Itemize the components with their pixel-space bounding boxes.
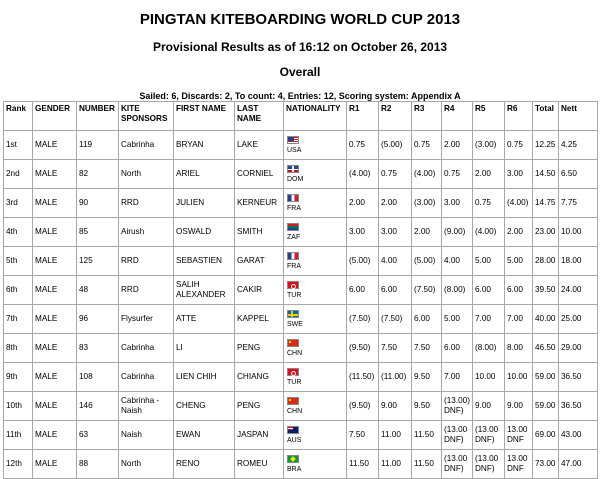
total-cell: 14.50: [533, 160, 559, 189]
swe-flag-icon: [287, 310, 299, 318]
number-cell: 90: [77, 189, 119, 218]
fra-flag-icon: [287, 194, 299, 202]
rank-cell: 6th: [4, 276, 33, 305]
sponsor-cell: [119, 392, 174, 421]
sponsor-text: RRD: [121, 198, 139, 207]
gender-cell: MALE: [33, 450, 77, 479]
r5-text: (13.00 DNF): [475, 425, 499, 444]
col-gender: GENDER: [33, 102, 77, 131]
first-name-text: ATTE: [176, 314, 197, 323]
first-name-text: SALIH ALEXANDER: [176, 280, 226, 299]
first-name-text: CHENG: [176, 401, 206, 410]
nationality-cell: [284, 334, 347, 363]
table-row: [4, 392, 598, 421]
sponsor-text: North: [121, 169, 142, 178]
number-cell: 96: [77, 305, 119, 334]
col-first-name: FIRST NAME: [174, 102, 235, 131]
results-table: [3, 101, 598, 479]
r5-text: 6.00: [475, 285, 491, 294]
total-cell: 73.00: [533, 450, 559, 479]
nett-cell: 10.00: [559, 218, 598, 247]
r4-cell: [442, 392, 473, 421]
r2-cell: 6.00: [379, 276, 412, 305]
r6-text: 13.00 DNF: [507, 454, 528, 473]
number-cell: 146: [77, 392, 119, 421]
r4-cell: [442, 276, 473, 305]
r5-text: (8.00): [475, 343, 497, 352]
first-name-text: LI: [176, 343, 183, 352]
r4-text: 0.75: [444, 169, 460, 178]
sponsor-text: RRD: [121, 285, 139, 294]
last-name-cell: ROMEU: [235, 450, 284, 479]
r6-cell: [505, 421, 533, 450]
nett-cell: 18.00: [559, 247, 598, 276]
total-cell: 14.75: [533, 189, 559, 218]
gender-cell: MALE: [33, 189, 77, 218]
r4-cell: [442, 305, 473, 334]
fra-flag-icon: [287, 252, 299, 260]
bra-flag-icon: [287, 455, 299, 463]
sponsor-cell: [119, 334, 174, 363]
r5-cell: [473, 334, 505, 363]
table-row: [4, 450, 598, 479]
r6-text: 10.00: [507, 372, 528, 381]
sponsor-cell: [119, 421, 174, 450]
r3-cell: 11.50: [412, 421, 442, 450]
usa-flag-icon: [287, 136, 299, 144]
sponsor-cell: [119, 189, 174, 218]
r1-cell: (9.50): [347, 392, 379, 421]
nationality-cell: [284, 218, 347, 247]
nationality-cell: [284, 247, 347, 276]
number-cell: 48: [77, 276, 119, 305]
country-code: CHN: [287, 408, 303, 415]
nett-cell: 6.50: [559, 160, 598, 189]
col-r3: R3: [412, 102, 442, 131]
sponsor-text: Cabrinha - Naish: [121, 396, 160, 415]
last-name-cell: PENG: [235, 392, 284, 421]
r5-cell: [473, 160, 505, 189]
page-subtitle: Provisional Results as of 16:12 on October 26, 2013: [152, 40, 448, 54]
r6-text: 7.00: [507, 314, 523, 323]
table-row: [4, 189, 598, 218]
country-code: BRA: [287, 466, 302, 473]
r1-cell: (9.50): [347, 334, 379, 363]
r6-cell: [505, 189, 533, 218]
r5-text: 10.00: [475, 372, 496, 381]
results-body: [4, 131, 598, 479]
rank-cell: 8th: [4, 334, 33, 363]
last-name-cell: SMITH: [235, 218, 284, 247]
first-name-cell: [174, 189, 235, 218]
r5-text: 5.00: [475, 256, 491, 265]
total-cell: 69.00: [533, 421, 559, 450]
number-cell: 82: [77, 160, 119, 189]
nationality-cell: [284, 189, 347, 218]
r6-text: 2.00: [507, 227, 523, 236]
table-row: [4, 218, 598, 247]
first-name-text: SEBASTIEN: [176, 256, 222, 265]
table-row: [4, 276, 598, 305]
r4-text: 6.00: [444, 343, 460, 352]
r4-cell: [442, 131, 473, 160]
r2-cell: 2.00: [379, 189, 412, 218]
table-row: [4, 363, 598, 392]
r6-text: 6.00: [507, 285, 523, 294]
r6-cell: [505, 276, 533, 305]
r4-cell: [442, 189, 473, 218]
r6-text: 3.00: [507, 169, 523, 178]
first-name-cell: [174, 218, 235, 247]
r6-cell: [505, 363, 533, 392]
col-r1: R1: [347, 102, 379, 131]
r3-cell: (7.50): [412, 276, 442, 305]
first-name-cell: [174, 392, 235, 421]
r1-cell: 2.00: [347, 189, 379, 218]
r6-cell: [505, 247, 533, 276]
rank-cell: 1st: [4, 131, 33, 160]
r3-cell: (4.00): [412, 160, 442, 189]
r6-text: (4.00): [507, 198, 529, 207]
last-name-cell: GARAT: [235, 247, 284, 276]
sponsor-text: Cabrinha: [121, 343, 155, 352]
gender-cell: MALE: [33, 421, 77, 450]
r4-cell: [442, 334, 473, 363]
rank-cell: 7th: [4, 305, 33, 334]
col-number: NUMBER: [77, 102, 119, 131]
gender-cell: MALE: [33, 334, 77, 363]
r4-text: (13.00 DNF): [444, 425, 468, 444]
number-cell: 108: [77, 363, 119, 392]
r5-cell: [473, 189, 505, 218]
chn-flag-icon: [287, 397, 299, 405]
tur-flag-icon: [287, 368, 299, 376]
number-cell: 63: [77, 421, 119, 450]
r6-cell: [505, 450, 533, 479]
sponsor-text: RRD: [121, 256, 139, 265]
last-name-cell: LAKE: [235, 131, 284, 160]
r3-cell: 9.50: [412, 363, 442, 392]
first-name-text: RENO: [176, 459, 200, 468]
country-code: FRA: [287, 263, 301, 270]
nett-cell: 25.00: [559, 305, 598, 334]
r5-text: (4.00): [475, 227, 497, 236]
sponsor-cell: [119, 218, 174, 247]
r5-text: 2.00: [475, 169, 491, 178]
last-name-cell: CORNIEL: [235, 160, 284, 189]
last-name-cell: CAKIR: [235, 276, 284, 305]
page-title: PINGTAN KITEBOARDING WORLD CUP 2013: [139, 11, 461, 28]
r1-cell: 6.00: [347, 276, 379, 305]
sponsor-cell: [119, 247, 174, 276]
nett-cell: 47.00: [559, 450, 598, 479]
nationality-cell: [284, 421, 347, 450]
r4-cell: [442, 421, 473, 450]
r6-cell: [505, 392, 533, 421]
nationality-cell: [284, 392, 347, 421]
r2-cell: (5.00): [379, 131, 412, 160]
sponsor-cell: [119, 276, 174, 305]
nett-cell: 4.25: [559, 131, 598, 160]
r5-text: 9.00: [475, 401, 491, 410]
r2-cell: 9.00: [379, 392, 412, 421]
country-code: TUR: [287, 292, 302, 299]
r5-text: (13.00 DNF): [475, 454, 499, 473]
first-name-text: LIEN CHIH: [176, 372, 217, 381]
table-row: [4, 421, 598, 450]
table-row: [4, 247, 598, 276]
r5-cell: [473, 131, 505, 160]
nationality-cell: [284, 305, 347, 334]
first-name-cell: [174, 131, 235, 160]
r6-text: 8.00: [507, 343, 523, 352]
r2-cell: (7.50): [379, 305, 412, 334]
total-cell: 39.50: [533, 276, 559, 305]
col-r6: R6: [505, 102, 533, 131]
rank-cell: 5th: [4, 247, 33, 276]
col-sponsor: KITE SPONSORS: [119, 102, 174, 131]
sponsor-text: North: [121, 459, 142, 468]
first-name-cell: [174, 421, 235, 450]
r6-text: 5.00: [507, 256, 523, 265]
gender-cell: MALE: [33, 305, 77, 334]
nett-cell: 29.00: [559, 334, 598, 363]
nett-cell: 43.00: [559, 421, 598, 450]
r5-cell: [473, 305, 505, 334]
nationality-cell: [284, 363, 347, 392]
nett-cell: 36.50: [559, 363, 598, 392]
r4-text: (9.00): [444, 227, 466, 236]
col-rank: Rank: [4, 102, 33, 131]
col-nett: Nett: [559, 102, 598, 131]
last-name-cell: PENG: [235, 334, 284, 363]
aus-flag-icon: [287, 426, 299, 434]
first-name-cell: [174, 276, 235, 305]
nett-cell: 7.75: [559, 189, 598, 218]
r1-cell: 7.50: [347, 421, 379, 450]
r2-cell: 7.50: [379, 334, 412, 363]
rank-cell: 11th: [4, 421, 33, 450]
r1-cell: (7.50): [347, 305, 379, 334]
r6-cell: [505, 131, 533, 160]
gender-cell: MALE: [33, 247, 77, 276]
total-cell: 46.50: [533, 334, 559, 363]
first-name-text: BRYAN: [176, 140, 204, 149]
r1-cell: (5.00): [347, 247, 379, 276]
col-last-name: LAST NAME: [235, 102, 284, 131]
sponsor-cell: [119, 131, 174, 160]
last-name-cell: KAPPEL: [235, 305, 284, 334]
nett-cell: 36.50: [559, 392, 598, 421]
number-cell: 88: [77, 450, 119, 479]
col-total: Total: [533, 102, 559, 131]
r1-cell: 0.75: [347, 131, 379, 160]
r6-cell: [505, 218, 533, 247]
col-r2: R2: [379, 102, 412, 131]
number-cell: 85: [77, 218, 119, 247]
first-name-cell: [174, 247, 235, 276]
last-name-cell: CHIANG: [235, 363, 284, 392]
r2-cell: 11.00: [379, 421, 412, 450]
number-cell: 83: [77, 334, 119, 363]
r5-text: 7.00: [475, 314, 491, 323]
r1-cell: 11.50: [347, 450, 379, 479]
gender-cell: MALE: [33, 131, 77, 160]
nationality-cell: [284, 160, 347, 189]
r5-text: 0.75: [475, 198, 491, 207]
r3-cell: (5.00): [412, 247, 442, 276]
first-name-cell: [174, 305, 235, 334]
first-name-cell: [174, 334, 235, 363]
sponsor-cell: [119, 450, 174, 479]
rank-cell: 2nd: [4, 160, 33, 189]
total-cell: 28.00: [533, 247, 559, 276]
r4-text: (13.00) DNF): [444, 396, 470, 415]
country-code: AUS: [287, 437, 302, 444]
r3-cell: 11.50: [412, 450, 442, 479]
nationality-cell: [284, 450, 347, 479]
gender-cell: MALE: [33, 276, 77, 305]
scoring-summary: Sailed: 6, Discards: 2, To count: 4, Entries: 12, Scoring system: Appendix A: [139, 91, 461, 101]
col-nationality: NATIONALITY: [284, 102, 347, 131]
r3-cell: 0.75: [412, 131, 442, 160]
number-cell: 119: [77, 131, 119, 160]
sponsor-cell: [119, 160, 174, 189]
r1-cell: (11.50): [347, 363, 379, 392]
r4-text: 5.00: [444, 314, 460, 323]
r3-cell: 7.50: [412, 334, 442, 363]
rank-cell: 3rd: [4, 189, 33, 218]
table-row: [4, 305, 598, 334]
nationality-cell: [284, 276, 347, 305]
sponsor-cell: [119, 305, 174, 334]
first-name-text: EWAN: [176, 430, 201, 439]
r2-cell: 0.75: [379, 160, 412, 189]
r3-cell: 9.50: [412, 392, 442, 421]
rank-cell: 9th: [4, 363, 33, 392]
r5-cell: [473, 450, 505, 479]
rank-cell: 4th: [4, 218, 33, 247]
gender-cell: MALE: [33, 363, 77, 392]
country-code: ZAF: [287, 234, 301, 241]
r5-text: (3.00): [475, 140, 497, 149]
r4-cell: [442, 160, 473, 189]
r5-cell: [473, 392, 505, 421]
r6-cell: [505, 160, 533, 189]
first-name-cell: [174, 450, 235, 479]
zaf-flag-icon: [287, 223, 299, 231]
gender-cell: MALE: [33, 218, 77, 247]
rank-cell: 12th: [4, 450, 33, 479]
first-name-cell: [174, 160, 235, 189]
total-cell: 59.00: [533, 363, 559, 392]
tur-flag-icon: [287, 281, 299, 289]
chn-flag-icon: [287, 339, 299, 347]
sponsor-text: Cabrinha: [121, 140, 155, 149]
r2-cell: 11.00: [379, 450, 412, 479]
gender-cell: MALE: [33, 160, 77, 189]
r1-cell: 3.00: [347, 218, 379, 247]
r6-text: 9.00: [507, 401, 523, 410]
r5-cell: [473, 276, 505, 305]
r4-text: (13.00 DNF): [444, 454, 468, 473]
table-header-row: [4, 102, 598, 131]
r4-text: 3.00: [444, 198, 460, 207]
total-cell: 40.00: [533, 305, 559, 334]
nett-cell: 24.00: [559, 276, 598, 305]
r3-cell: (3.00): [412, 189, 442, 218]
r3-cell: 2.00: [412, 218, 442, 247]
col-r4: R4: [442, 102, 473, 131]
country-code: USA: [287, 147, 302, 154]
last-name-cell: JASPAN: [235, 421, 284, 450]
r4-text: 7.00: [444, 372, 460, 381]
sponsor-text: Airush: [121, 227, 145, 236]
r2-cell: 3.00: [379, 218, 412, 247]
country-code: SWE: [287, 321, 303, 328]
r4-cell: [442, 363, 473, 392]
r4-cell: [442, 247, 473, 276]
r5-cell: [473, 247, 505, 276]
country-code: DOM: [287, 176, 304, 183]
r4-cell: [442, 450, 473, 479]
r5-cell: [473, 218, 505, 247]
total-cell: 23.00: [533, 218, 559, 247]
sponsor-text: Cabrinha: [121, 372, 155, 381]
first-name-cell: [174, 363, 235, 392]
country-code: TUR: [287, 379, 302, 386]
r4-text: 2.00: [444, 140, 460, 149]
total-cell: 12.25: [533, 131, 559, 160]
r4-text: (8.00): [444, 285, 466, 294]
first-name-text: JULIEN: [176, 198, 205, 207]
r1-cell: (4.00): [347, 160, 379, 189]
country-code: FRA: [287, 205, 301, 212]
sponsor-cell: [119, 363, 174, 392]
gender-cell: MALE: [33, 392, 77, 421]
table-row: [4, 334, 598, 363]
rank-cell: 10th: [4, 392, 33, 421]
r2-cell: (11.00): [379, 363, 412, 392]
table-row: [4, 131, 598, 160]
total-cell: 59.00: [533, 392, 559, 421]
first-name-text: ARIEL: [176, 169, 200, 178]
r6-text: 0.75: [507, 140, 523, 149]
sponsor-text: Naish: [121, 430, 142, 439]
first-name-text: OSWALD: [176, 227, 212, 236]
r5-cell: [473, 421, 505, 450]
r4-cell: [442, 218, 473, 247]
section-title: Overall: [279, 65, 321, 79]
r6-text: 13.00 DNF: [507, 425, 528, 444]
sponsor-text: Flysurfer: [121, 314, 153, 323]
last-name-cell: KERNEUR: [235, 189, 284, 218]
table-row: [4, 160, 598, 189]
col-r5: R5: [473, 102, 505, 131]
number-cell: 125: [77, 247, 119, 276]
nationality-cell: [284, 131, 347, 160]
r4-text: 4.00: [444, 256, 460, 265]
country-code: CHN: [287, 350, 303, 357]
r6-cell: [505, 305, 533, 334]
r3-cell: 6.00: [412, 305, 442, 334]
r5-cell: [473, 363, 505, 392]
dom-flag-icon: [287, 165, 299, 173]
r6-cell: [505, 334, 533, 363]
r2-cell: 4.00: [379, 247, 412, 276]
